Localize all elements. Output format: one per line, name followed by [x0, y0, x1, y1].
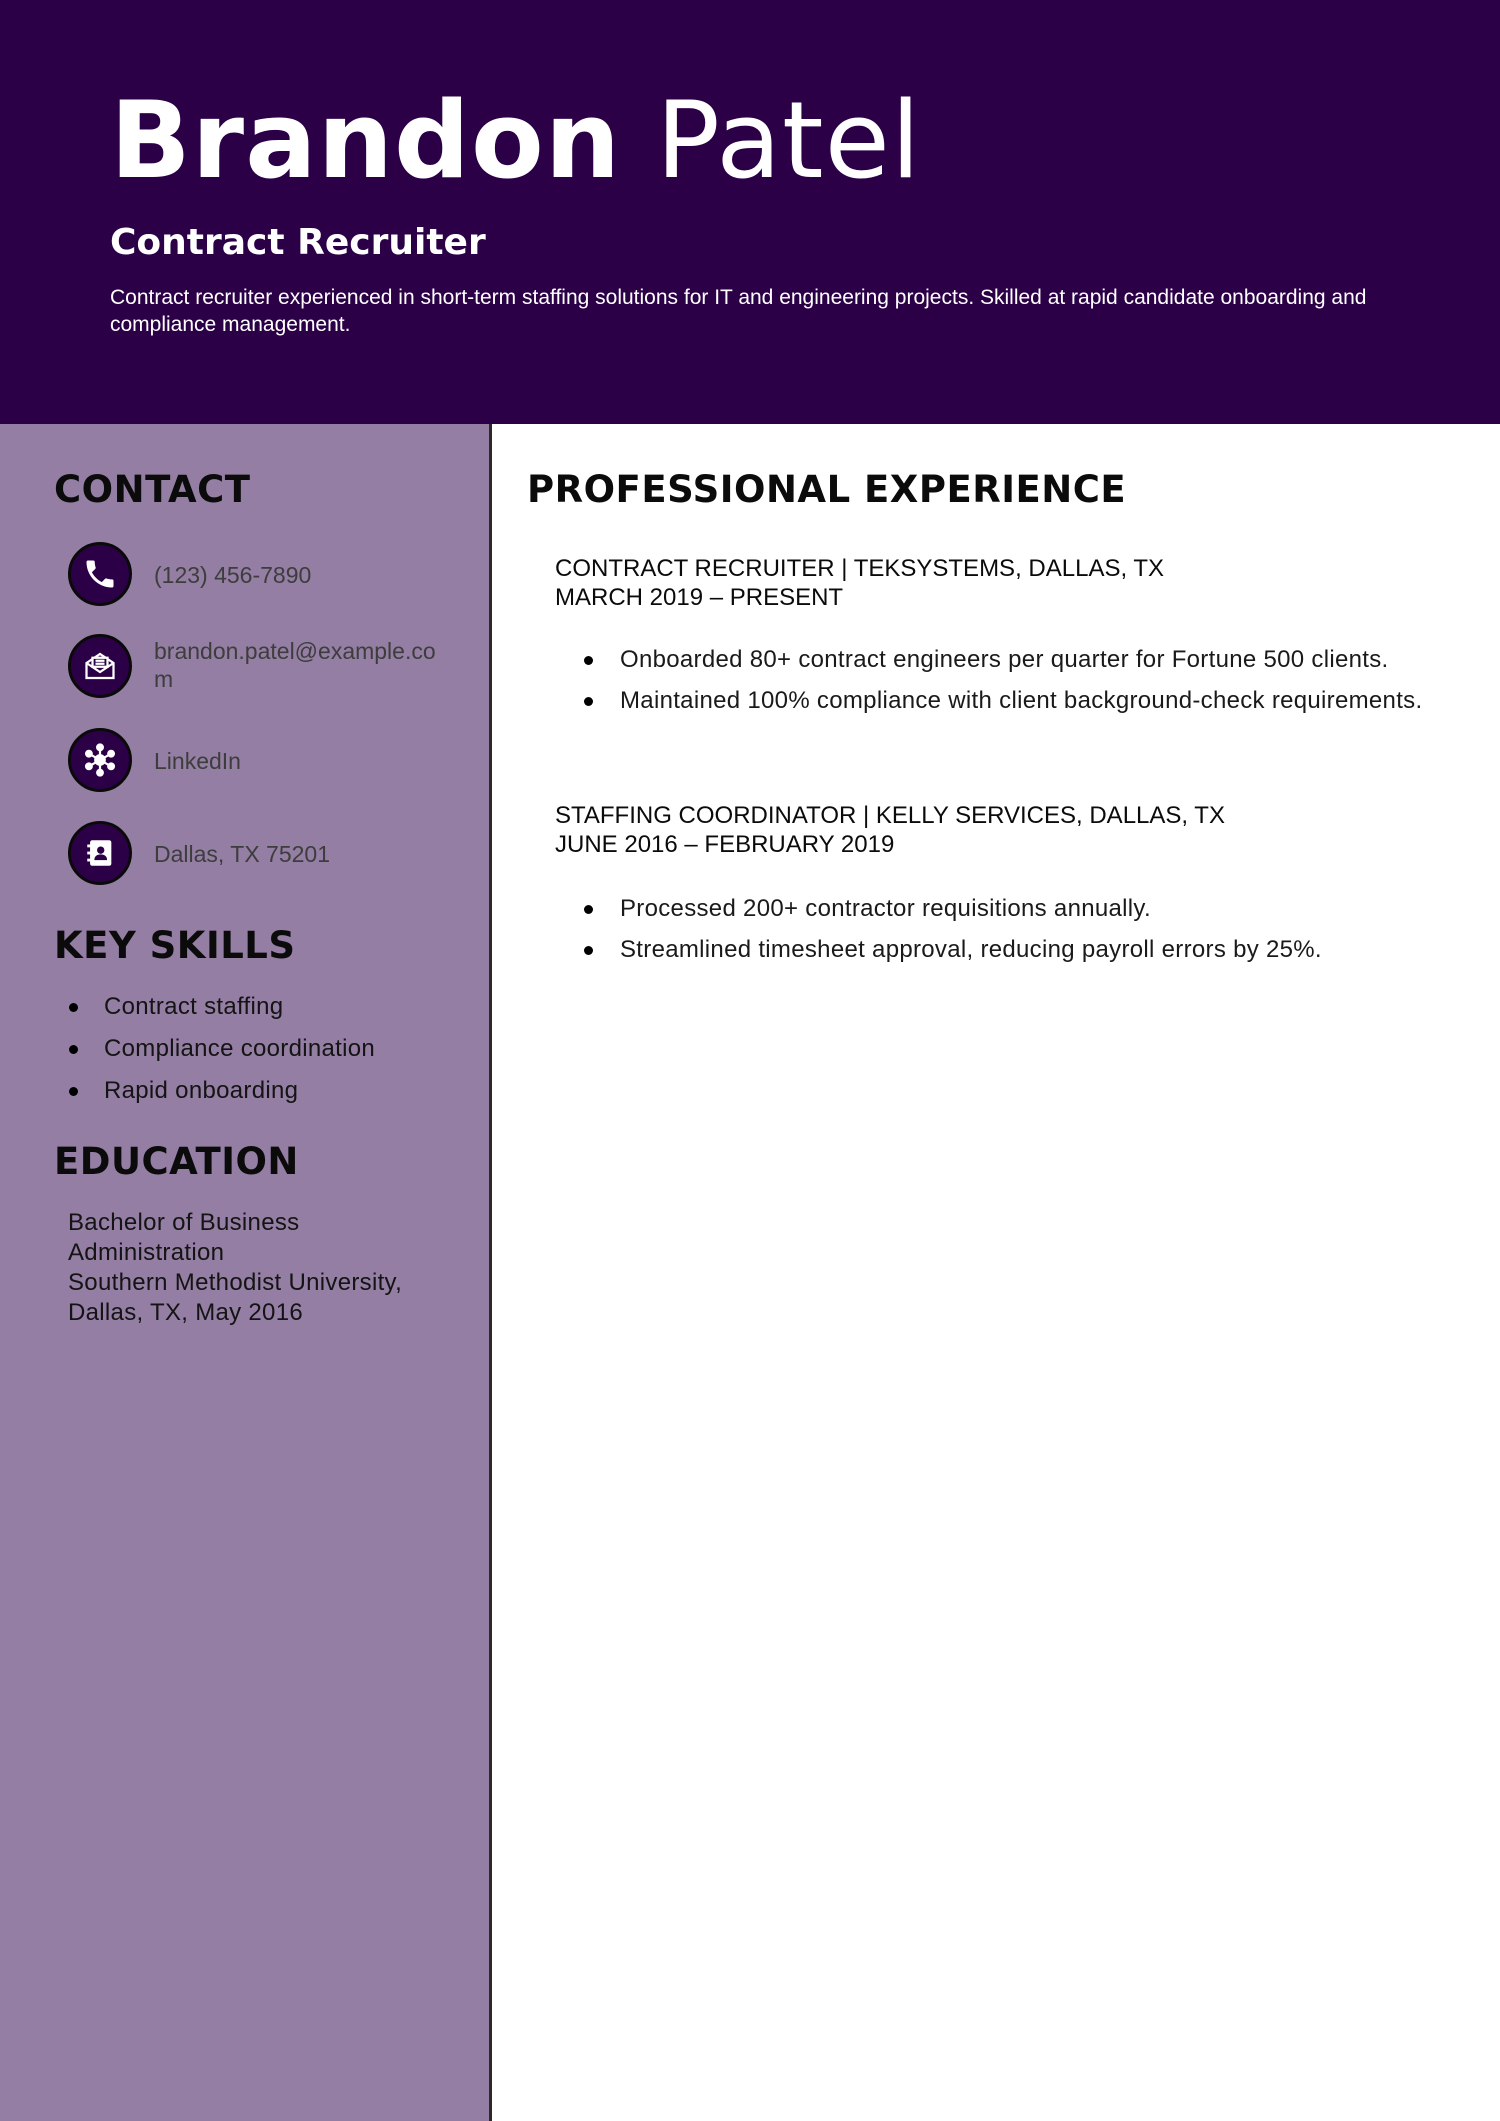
job-title-company: STAFFING COORDINATOR | KELLY SERVICES, DALLAS, TX: [555, 802, 1225, 829]
achievement-item: Processed 200+ contractor requisitions annually.: [555, 895, 1455, 923]
education-entry: [68, 1208, 428, 1328]
linkedin-text[interactable]: LinkedIn: [154, 748, 241, 774]
job-dates: MARCH 2019 – PRESENT: [555, 584, 844, 611]
contact-location: [68, 821, 468, 891]
job-title: Contract Recruiter: [110, 222, 486, 263]
location-text: Dallas, TX 75201: [154, 841, 331, 867]
skills-list: [54, 986, 474, 1112]
contact-linkedin: [68, 728, 468, 798]
first-name: Brandon: [110, 79, 622, 202]
resume-header: [0, 0, 1500, 424]
achievement-item: Maintained 100% compliance with client background-check requirements.: [555, 687, 1455, 715]
education-degree: Bachelor of Business Administration: [68, 1209, 300, 1266]
last-name: Patel: [655, 79, 922, 202]
experience-heading: PROFESSIONAL EXPERIENCE: [527, 468, 1127, 511]
job-achievements: [555, 895, 1455, 977]
email-icon: [68, 634, 132, 698]
network-icon: [68, 728, 132, 792]
address-book-icon: [68, 821, 132, 885]
key-skills-heading: KEY SKILLS: [54, 924, 296, 967]
phone-text[interactable]: (123) 456-7890: [154, 562, 312, 588]
skill-item: Rapid onboarding: [54, 1070, 474, 1112]
sidebar: [0, 424, 492, 2121]
job-entry-2: [555, 801, 1455, 963]
job-dates: JUNE 2016 – FEBRUARY 2019: [555, 831, 895, 858]
contact-phone: [68, 542, 468, 612]
education-school: Southern Methodist University, Dallas, TX, May 2016: [68, 1269, 403, 1326]
job-title-company: CONTRACT RECRUITER | TEKSYSTEMS, DALLAS, TX: [555, 555, 1165, 582]
candidate-name: [110, 79, 922, 202]
education-heading: EDUCATION: [54, 1140, 299, 1183]
achievement-item: Streamlined timesheet approval, reducing payroll errors by 25%.: [555, 936, 1455, 964]
email-text[interactable]: brandon.patel@example.com: [154, 638, 436, 692]
achievement-item: Onboarded 80+ contract engineers per quarter for Fortune 500 clients.: [555, 646, 1455, 674]
skill-item: Contract staffing: [54, 986, 474, 1028]
job-achievements: [555, 646, 1455, 728]
contact-heading: CONTACT: [54, 468, 251, 511]
profile-summary: Contract recruiter experienced in short-term staffing solutions for IT and engineering projects. Skilled at rapid candidate onboarding and compliance management.: [110, 286, 1367, 336]
skill-item: Compliance coordination: [54, 1028, 474, 1070]
phone-icon: [68, 542, 132, 606]
contact-email: [68, 634, 468, 704]
job-entry-1: [555, 554, 1455, 714]
